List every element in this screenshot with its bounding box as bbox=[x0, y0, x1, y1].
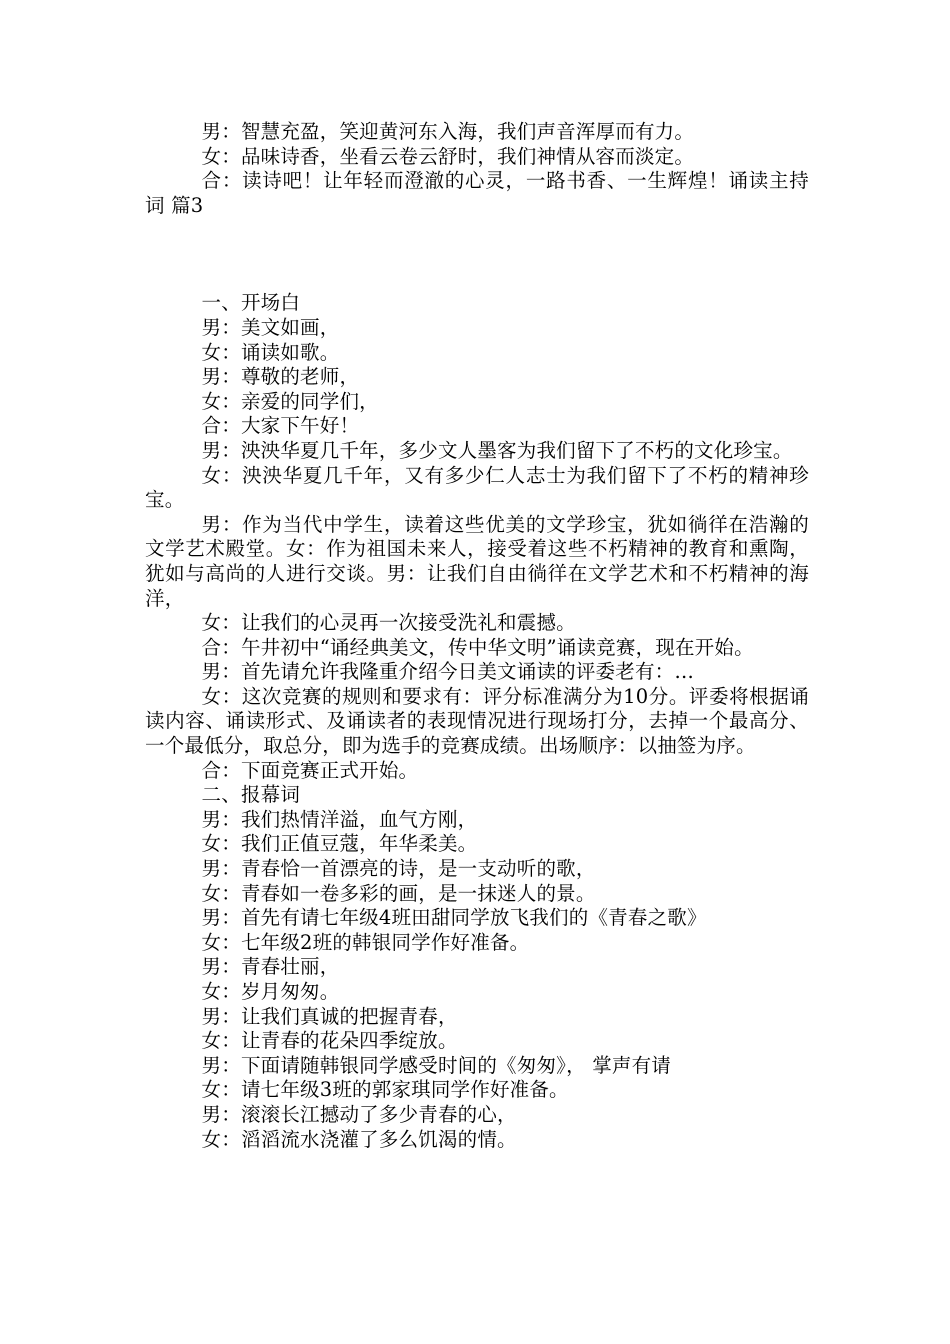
paragraph: 女：品味诗香，坐看云卷云舒时，我们神情从容而淡定。 bbox=[201, 144, 695, 168]
paragraph: 男：首先有请七年级4班田甜同学放飞我们的《青春之歌》 bbox=[201, 906, 707, 930]
paragraph: 男：美文如画， bbox=[201, 315, 340, 339]
paragraph: 合：大家下午好！ bbox=[201, 414, 360, 438]
paragraph: 男：青春壮丽， bbox=[201, 955, 340, 979]
paragraph: 男：下面请随韩银同学感受时间的《匆匆》， 掌声有请 bbox=[201, 1053, 671, 1077]
paragraph: 女：请七年级3班的郭家琪同学作好准备。 bbox=[201, 1078, 569, 1102]
paragraph: 女：我们正值豆蔻，年华柔美。 bbox=[201, 832, 478, 856]
paragraph: 男：滚滚长江撼动了多少青春的心， bbox=[201, 1102, 517, 1126]
paragraph: 女：七年级2班的韩银同学作好准备。 bbox=[201, 930, 530, 954]
paragraph: 女：滔滔流水浇灌了多么饥渴的情。 bbox=[201, 1127, 517, 1151]
paragraph: 男：我们热情洋溢，血气方刚， bbox=[201, 807, 478, 831]
section-heading: 一、开场白 bbox=[201, 291, 301, 315]
paragraph: 男：让我们真诚的把握青春， bbox=[201, 1004, 458, 1028]
paragraph: 男：首先请允许我隆重介绍今日美文诵读的评委老有：… bbox=[201, 660, 695, 684]
paragraph: 男：泱泱华夏几千年，多少文人墨客为我们留下了不朽的文化珍宝。 bbox=[201, 438, 793, 462]
document-page bbox=[145, 120, 809, 1152]
paragraph: 男：智慧充盈，笑迎黄河东入海，我们声音浑厚而有力。 bbox=[201, 120, 695, 143]
paragraph: 男：青春恰一首漂亮的诗，是一支动听的歌， bbox=[201, 857, 596, 881]
paragraph: 男：尊敬的老师， bbox=[201, 365, 360, 389]
paragraph: 合：午井初中“诵经典美文，传中华文明”诵读竞赛，现在开始。 bbox=[201, 635, 754, 659]
paragraph: 女：亲爱的同学们， bbox=[201, 389, 379, 413]
paragraph: 男：作为当代中学生，读着这些优美的文学珍宝，犹如徜徉在浩瀚的文学艺术殿堂。女：作为祖国未来人，接受着这些不朽精神的教育和熏陶，犹如与高尚的人进行交谈。男：让我们自由徜徉在文学艺术和不朽精神的海洋， bbox=[145, 512, 809, 610]
paragraph: 女：泱泱华夏几千年，又有多少仁人志士为我们留下了不朽的精神珍宝。 bbox=[145, 463, 809, 512]
paragraph: 女：这次竞赛的规则和要求有：评分标准满分为10分。评委将根据诵读内容、诵读形式、及诵读者的表现情况进行现场打分，去掉一个最高分、一个最低分，取总分，即为选手的竞赛成绩。出场顺序：以抽签为序。 bbox=[145, 684, 809, 758]
paragraph: 女：岁月匆匆。 bbox=[201, 980, 340, 1003]
section-heading: 二、报幕词 bbox=[201, 783, 301, 807]
paragraph: 女：诵读如歌。 bbox=[201, 340, 340, 364]
paragraph: 女：青春如一卷多彩的画，是一抹迷人的景。 bbox=[201, 881, 596, 905]
paragraph: 合：下面竞赛正式开始。 bbox=[201, 758, 419, 782]
paragraph: 女：让青春的花朵四季绽放。 bbox=[201, 1029, 458, 1053]
paragraph: 合：读诗吧！让年轻而澄澈的心灵，一路书香、一生辉煌！诵读主持词 篇3 bbox=[145, 169, 809, 217]
paragraph: 女：让我们的心灵再一次接受洗礼和震撼。 bbox=[201, 611, 576, 635]
